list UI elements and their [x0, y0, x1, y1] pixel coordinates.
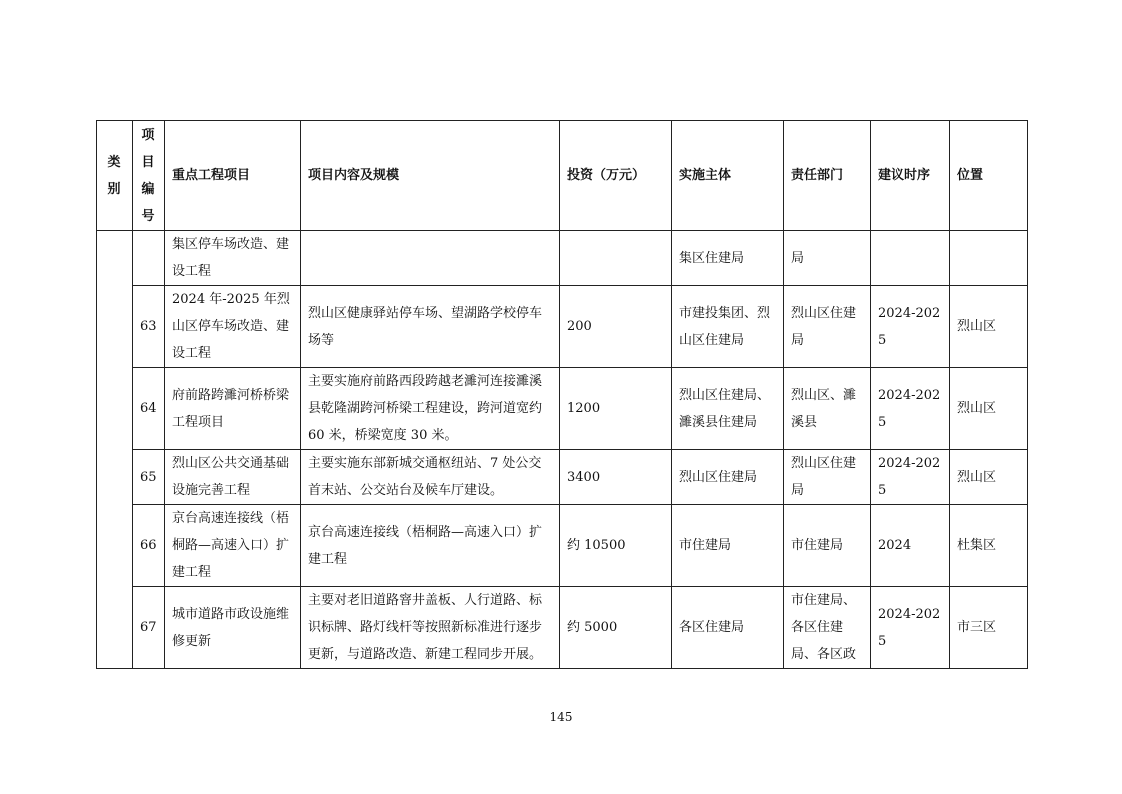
row-location: 烈山区: [950, 286, 1028, 368]
row-department: 烈山区住建局: [784, 286, 871, 368]
row-number: 63: [133, 286, 165, 368]
table-row: [97, 231, 1028, 286]
row-number: 66: [133, 505, 165, 587]
row-number: 65: [133, 450, 165, 505]
row-implementer: 烈山区住建局、濉溪县住建局: [672, 368, 784, 450]
row-department: 局: [784, 231, 871, 286]
table-row: [97, 450, 1028, 505]
row-implementer: 市建投集团、烈山区住建局: [672, 286, 784, 368]
category-cell: [97, 231, 133, 669]
row-implementer: 烈山区住建局: [672, 450, 784, 505]
row-content: 京台高速连接线（梧桐路—高速入口）扩建工程: [301, 505, 560, 587]
header-category: 类别: [97, 121, 133, 231]
row-implementer: 各区住建局: [672, 587, 784, 669]
row-project: 城市道路市政设施维修更新: [165, 587, 301, 669]
row-investment: 3400: [560, 450, 672, 505]
row-timeline: 2024-2025: [871, 450, 950, 505]
row-number: [133, 231, 165, 286]
row-project: 2024 年-2025 年烈山区停车场改造、建设工程: [165, 286, 301, 368]
header-content: 项目内容及规模: [301, 121, 560, 231]
row-investment: 约 10500: [560, 505, 672, 587]
table-row: [97, 286, 1028, 368]
row-content: 主要实施东部新城交通枢纽站、7 处公交首末站、公交站台及候车厅建设。: [301, 450, 560, 505]
row-location: 烈山区: [950, 368, 1028, 450]
row-department: 烈山区住建局: [784, 450, 871, 505]
header-location: 位置: [950, 121, 1028, 231]
row-investment: 约 5000: [560, 587, 672, 669]
row-timeline: 2024: [871, 505, 950, 587]
header-department: 责任部门: [784, 121, 871, 231]
row-implementer: 集区住建局: [672, 231, 784, 286]
row-timeline: [871, 231, 950, 286]
row-investment: 200: [560, 286, 672, 368]
row-project: 京台高速连接线（梧桐路—高速入口）扩建工程: [165, 505, 301, 587]
row-timeline: 2024-2025: [871, 587, 950, 669]
row-timeline: 2024-2025: [871, 286, 950, 368]
header-implementer: 实施主体: [672, 121, 784, 231]
row-project: 府前路跨濉河桥桥梁工程项目: [165, 368, 301, 450]
row-department: 市住建局、各区住建局、各区政: [784, 587, 871, 669]
project-table: [96, 120, 1028, 669]
row-location: 市三区: [950, 587, 1028, 669]
row-content: 主要对老旧道路窨井盖板、人行道路、标识标牌、路灯线杆等按照新标准进行逐步更新，与道路改造、新建工程同步开展。: [301, 587, 560, 669]
row-number: 64: [133, 368, 165, 450]
row-number: 67: [133, 587, 165, 669]
table-row: [97, 587, 1028, 669]
header-investment: 投资（万元）: [560, 121, 672, 231]
header-number: 项目编号: [133, 121, 165, 231]
row-content: 主要实施府前路西段跨越老濉河连接濉溪县乾隆湖跨河桥梁工程建设，跨河道宽约 60 米，桥梁宽度 30 米。: [301, 368, 560, 450]
row-project: 集区停车场改造、建设工程: [165, 231, 301, 286]
row-content: 烈山区健康驿站停车场、望湖路学校停车场等: [301, 286, 560, 368]
table-header-row: [97, 121, 1028, 231]
page-number: 145: [549, 710, 573, 724]
row-timeline: 2024-2025: [871, 368, 950, 450]
row-implementer: 市住建局: [672, 505, 784, 587]
row-location: 烈山区: [950, 450, 1028, 505]
row-content: [301, 231, 560, 286]
row-location: [950, 231, 1028, 286]
row-location: 杜集区: [950, 505, 1028, 587]
row-investment: [560, 231, 672, 286]
row-investment: 1200: [560, 368, 672, 450]
row-project: 烈山区公共交通基础设施完善工程: [165, 450, 301, 505]
row-department: 市住建局: [784, 505, 871, 587]
table-row: [97, 368, 1028, 450]
table-row: [97, 505, 1028, 587]
header-project: 重点工程项目: [165, 121, 301, 231]
header-timeline: 建议时序: [871, 121, 950, 231]
row-department: 烈山区、濉溪县: [784, 368, 871, 450]
